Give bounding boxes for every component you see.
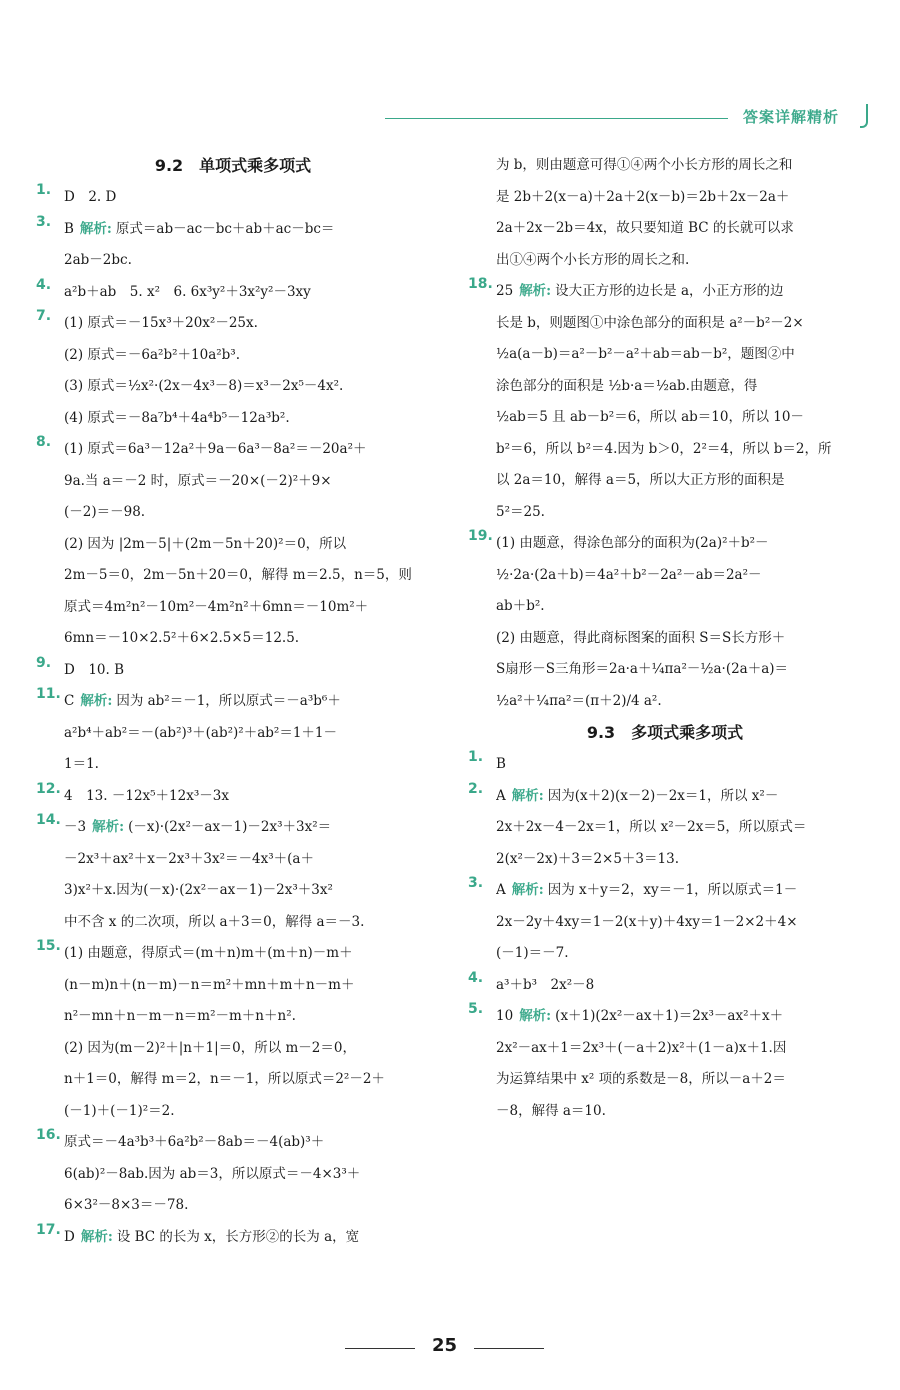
answer-text: 因为 ab²＝－1，所以原式＝－a³b⁶＋ (116, 693, 341, 709)
answer-item (466, 528, 864, 717)
analysis-tag: 解析: (79, 220, 112, 237)
answer-line: a²b＋ab 5. x² 6. 6x³y²＋3x²y²－3xy (64, 283, 311, 300)
answer-text: (x＋1)(2x²－ax＋1)＝2x³－ax²＋x＋ (555, 1008, 784, 1024)
answer-line: ½a(a－b)＝a²－b²－a²＋ab＝ab－b²，题图②中 (496, 346, 795, 362)
answer-line: 原式＝4m²n²－10m²－4m²n²＋6mn＝－10m²＋ (64, 598, 369, 615)
answer-line (496, 781, 864, 813)
answer-choice: A (496, 787, 506, 804)
answer-item (466, 970, 864, 1002)
footer-rule-left (345, 1348, 415, 1349)
analysis-tag: 解析: (80, 693, 113, 709)
answer-line: －8，解得 a＝10. (496, 1102, 606, 1119)
answer-line (64, 812, 432, 844)
answer-item (34, 214, 432, 277)
answer-line: 3)x²＋x.因为(－x)·(2x²－ax－1)－2x³＋3x² (64, 882, 333, 898)
answer-line: 长是 b，则题图①中涂色部分的面积是 a²－b²－2× (496, 314, 804, 331)
answer-choice: －3 (64, 819, 87, 835)
answer-item (466, 781, 864, 876)
answer-line: D 2. D (64, 189, 117, 205)
answer-line: 2m－5＝0，2m－5n＋20＝0，解得 m＝2.5，n＝5，则 (64, 567, 412, 583)
analysis-tag: 解析: (519, 283, 552, 299)
answer-number: 12. (36, 780, 61, 797)
answer-line: (4) 原式＝－8a⁷b⁴＋4a⁴b⁵－12a³b². (64, 409, 290, 426)
header-rule (385, 118, 728, 119)
answer-line: 2x²－ax＋1＝2x³＋(－a＋2)x²＋(1－a)x＋1.因 (496, 1039, 787, 1056)
answer-line: (2) 因为(m－2)²＋|n＋1|＝0，所以 m－2＝0， (64, 1039, 356, 1056)
answer-line: －2x³＋ax²＋x－2x³＋3x²＝－4x³＋(a＋ (64, 850, 314, 867)
answer-line: 9a.当 a＝－2 时，原式＝－20×(－2)²＋9× (64, 472, 332, 489)
answer-line: (－1)＋(－1)²＝2. (64, 1102, 175, 1119)
answer-line (64, 686, 432, 718)
answer-number: 2. (468, 780, 484, 797)
section-title-2: 9.3 多项式乘多项式 (586, 723, 744, 742)
analysis-tag: 解析: (511, 882, 544, 898)
answer-number: 19. (468, 528, 493, 544)
answer-line: 出①④两个小长方形的周长之和. (496, 251, 690, 268)
footer-rule-right (474, 1348, 544, 1349)
answer-line: n²－mn＋n－m－n＝m²－m＋n＋n². (64, 1008, 296, 1024)
answer-line: 是 2b＋2(x－a)＋2a＋2(x－b)＝2b＋2x－2a＋ (496, 188, 790, 205)
right-column (466, 150, 864, 1127)
answer-choice: B (64, 220, 74, 237)
answer-number: 3. (36, 213, 52, 230)
analysis-tag: 解析: (80, 1228, 113, 1245)
answer-number: 11. (36, 686, 61, 702)
answer-line: ½ab＝5 且 ab－b²＝6，所以 ab＝10，所以 10－ (496, 409, 804, 425)
answer-choice: C (64, 693, 75, 709)
answer-number: 8. (36, 434, 52, 450)
answer-item (34, 812, 432, 938)
answer-line: (－2)＝－98. (64, 504, 146, 520)
answer-line: 4 13. －12x⁵＋12x³－3x (64, 787, 229, 804)
answer-item (34, 686, 432, 781)
answer-line: (2) 因为 |2m－5|＋(2m－5n＋20)²＝0，所以 (64, 535, 347, 552)
answer-number: 17. (36, 1221, 61, 1238)
answer-item (34, 655, 432, 687)
answer-line: ab＋b². (496, 598, 545, 614)
answer-number: 3. (468, 875, 484, 891)
answer-line (64, 214, 432, 246)
answer-line: 1＝1. (64, 756, 99, 772)
answer-choice: A (496, 882, 506, 898)
answer-item (34, 781, 432, 813)
answer-line: 中不含 x 的二次项，所以 a＋3＝0，解得 a＝－3. (64, 913, 365, 930)
answer-item (34, 182, 432, 214)
answer-line: 2a＋2x－2b＝4x，故只要知道 BC 的长就可以求 (496, 220, 794, 236)
answer-text: (－x)·(2x²－ax－1)－2x³＋3x²＝ (128, 819, 332, 835)
answer-text: 因为(x＋2)(x－2)－2x＝1，所以 x²－ (547, 787, 779, 804)
answer-line: 2x－2y＋4xy＝1－2(x＋y)＋4xy＝1－2×2＋4× (496, 913, 798, 930)
answer-item (466, 1001, 864, 1127)
section-title: 9.2 单项式乘多项式 (154, 156, 312, 175)
answer-item (466, 875, 864, 970)
analysis-tag: 解析: (92, 819, 125, 835)
answer-line: (2) 由题意，得此商标图案的面积 S＝S长方形＋ (496, 629, 786, 646)
answer-line (496, 276, 864, 308)
right-items-2 (466, 749, 864, 1127)
answer-number: 14. (36, 812, 61, 828)
right-items (466, 276, 864, 717)
answer-line: (1) 原式＝－15x³＋20x²－25x. (64, 315, 258, 331)
answer-line: 原式＝－4a³b³＋6a²b²－8ab＝－4(ab)³＋ (64, 1134, 325, 1150)
answer-item (34, 1127, 432, 1222)
answer-line: B (496, 756, 506, 772)
answer-line: D 10. B (64, 661, 125, 678)
answer-item (34, 308, 432, 434)
answer-text: 因为 x＋y＝2，xy＝－1，所以原式＝1－ (547, 882, 798, 898)
answer-line: (2) 原式＝－6a²b²＋10a²b³. (64, 346, 241, 363)
answer-number: 7. (36, 308, 52, 324)
right-continued-text (466, 150, 864, 276)
answer-number: 5. (468, 1001, 484, 1017)
answer-line: 5²＝25. (496, 503, 545, 520)
answer-line: 6×3²－8×3＝－78. (64, 1197, 189, 1213)
answer-number: 1. (468, 749, 484, 765)
answer-number: 1. (36, 182, 52, 198)
answer-line: 为运算结果中 x² 项的系数是－8，所以－a＋2＝ (496, 1071, 786, 1087)
page-number: 25 (432, 1335, 458, 1356)
answer-item (34, 434, 432, 655)
answer-item (34, 1222, 432, 1254)
answer-line: a²b⁴＋ab²＝－(ab²)³＋(ab²)²＋ab²＝1＋1－ (64, 724, 337, 741)
answer-item (34, 277, 432, 309)
answer-line: 为 b，则由题意可得①④两个小长方形的周长之和 (496, 157, 793, 173)
answer-line: 2x＋2x－4－2x＝1，所以 x²－2x＝5，所以原式＝ (496, 819, 807, 835)
header-title: 答案详解精析 (743, 108, 840, 126)
answer-number: 4. (468, 969, 484, 986)
left-column (34, 150, 432, 1253)
answer-line: 6(ab)²－8ab.因为 ab＝3，所以原式＝－4×3³＋ (64, 1165, 361, 1182)
answer-item (466, 749, 864, 781)
answer-line: ½·2a·(2a＋b)＝4a²＋b²－2a²－ab＝2a²－ (496, 566, 762, 583)
answer-line: b²＝6，所以 b²＝4.因为 b＞0，2²＝4，所以 b＝2，所 (496, 440, 832, 457)
answer-choice: D (64, 1228, 75, 1245)
answer-line: n＋1＝0，解得 m＝2，n＝－1，所以原式＝2²－2＋ (64, 1071, 385, 1087)
answer-line: a³＋b³ 2x²－8 (496, 976, 595, 993)
answer-line: (1) 由题意，得涂色部分的面积为(2a)²＋b²－ (496, 535, 769, 551)
answer-line: (1) 由题意，得原式＝(m＋n)m＋(m＋n)－m＋ (64, 945, 353, 961)
answer-line: 以 2a＝10，解得 a＝5，所以大正方形的面积是 (496, 472, 785, 488)
answer-text: 设 BC 的长为 x，长方形②的长为 a，宽 (116, 1228, 360, 1245)
answer-number: 18. (468, 276, 493, 292)
answer-line: S扇形－S三角形＝2a·a＋¼πa²－½a·(2a＋a)＝ (496, 661, 789, 677)
answer-line: (－1)＝－7. (496, 945, 569, 961)
answer-text: 原式＝ab－ac－bc＋ab＋ac－bc＝ (115, 220, 335, 237)
answer-line: (1) 原式＝6a³－12a²＋9a－6a³－8a²＝－20a²＋ (64, 441, 367, 457)
answer-line: 涂色部分的面积是 ½b·a＝½ab.由题意，得 (496, 377, 758, 394)
answer-choice: 25 (496, 283, 514, 299)
answer-choice: 10 (496, 1008, 514, 1024)
answer-text: 设大正方形的边长是 a，小正方形的边 (555, 283, 784, 299)
answer-line (64, 1222, 432, 1254)
answer-number: 9. (36, 654, 52, 671)
answer-number: 15. (36, 938, 61, 954)
answer-item (466, 276, 864, 528)
answer-line: ½a²＋¼πa²＝(π＋2)/4 a². (496, 692, 662, 709)
answer-line: 2(x²－2x)＋3＝2×5＋3＝13. (496, 850, 679, 867)
analysis-tag: 解析: (519, 1008, 552, 1024)
header-bracket-icon (860, 104, 868, 128)
answer-line (496, 1001, 864, 1033)
answer-number: 16. (36, 1127, 61, 1143)
answer-item (34, 938, 432, 1127)
left-items (34, 182, 432, 1253)
answer-line: 6mn＝－10×2.5²＋6×2.5×5＝12.5. (64, 630, 300, 646)
analysis-tag: 解析: (511, 787, 544, 804)
answer-line: (n－m)n＋(n－m)－n＝m²＋mn＋m＋n－m＋ (64, 976, 355, 993)
answer-line: (3) 原式＝½x²·(2x－4x³－8)＝x³－2x⁵－4x². (64, 378, 344, 394)
answer-number: 4. (36, 276, 52, 293)
answer-line (496, 875, 864, 907)
answer-line: 2ab－2bc. (64, 252, 132, 268)
